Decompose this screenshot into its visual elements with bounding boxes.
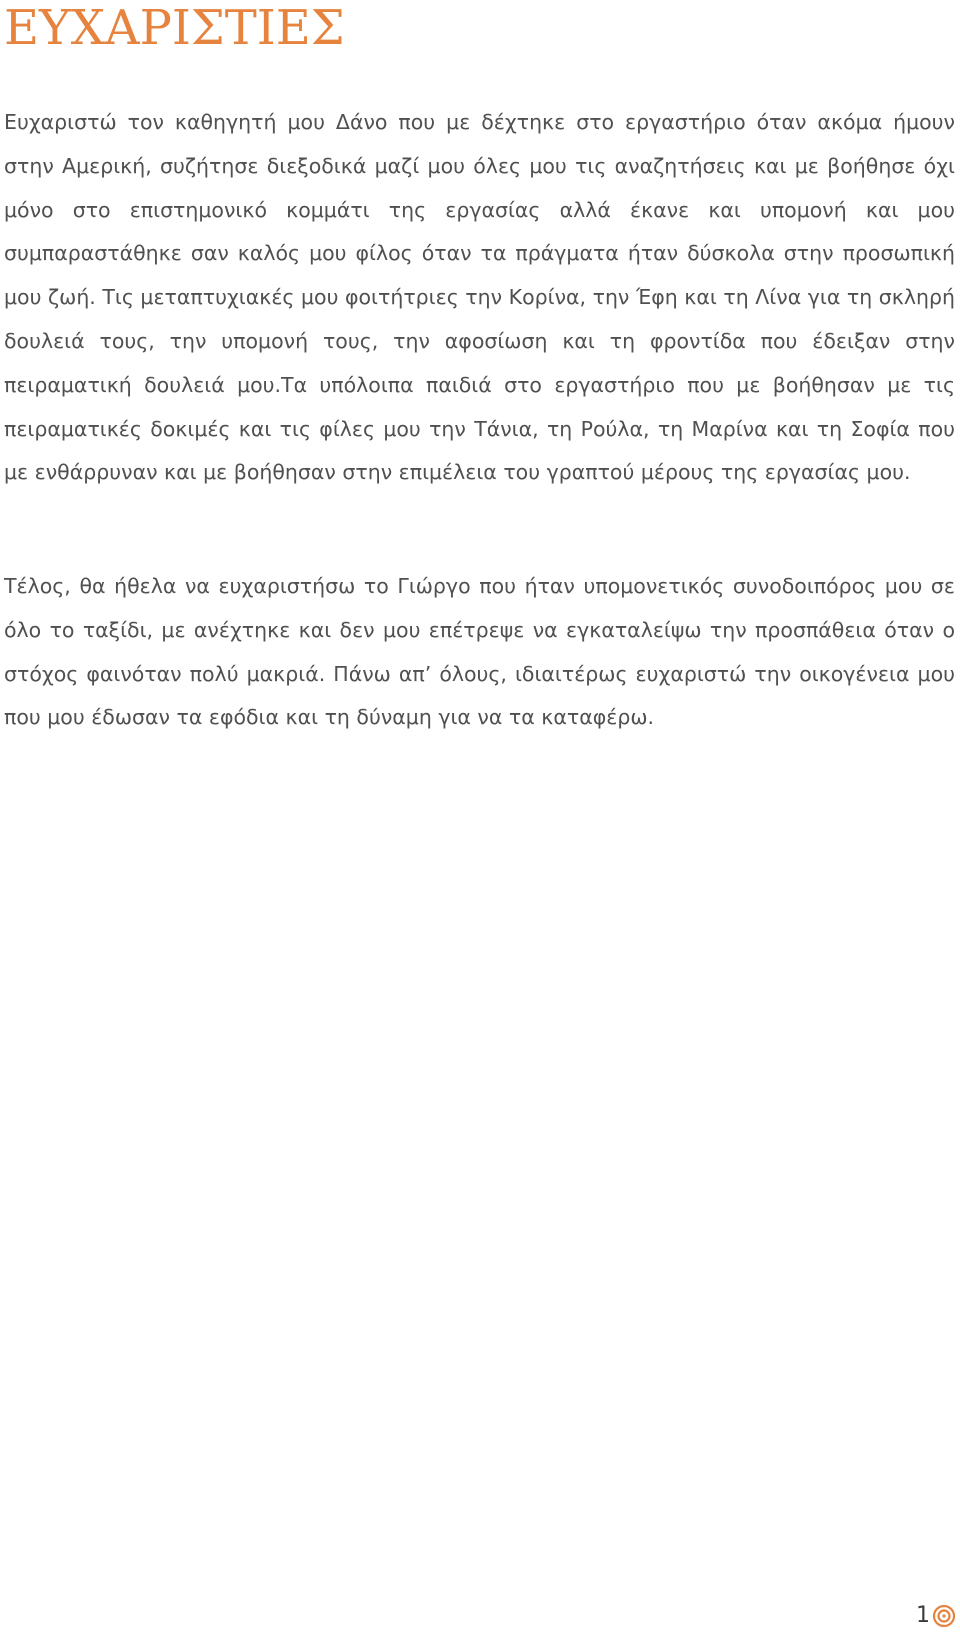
concentric-circles-icon	[932, 1604, 956, 1628]
acknowledgements-paragraph-2: Τέλος, θα ήθελα να ευχαριστήσω το Γιώργο που ήταν υπομονετικός συνοδοιπόρος μου σε όλο το ταξίδι, με ανέχτηκε και δεν μου επέτρεψε να εγκαταλείψω την προσπάθεια όταν ο στόχος φαινόταν πολύ μακριά. Πάνω απ’ όλους, ιδιαιτέρως ευχαριστώ την οικογένεια μου που μου έδωσαν τα εφόδια και τη δύναμη για να τα καταφέρω.	[4, 574, 955, 730]
page-title: ΕΥΧΑΡΙΣΤΙΕΣ	[4, 0, 345, 56]
acknowledgements-paragraph-1: Ευχαριστώ τον καθηγητή μου Δάνο που με δέχτηκε στο εργαστήριο όταν ακόμα ήμουν στην Αμερική, συζήτησε διεξοδικά μαζί μου όλες μου τις αναζητήσεις και με βοήθησε όχι μόνο στο επιστημονικό κομμάτι της εργασίας αλλά έκανε και υπομονή και μου συμπαραστάθηκε σαν καλός μου φίλος όταν τα πράγματα ήταν δύσκολα στην προσωπική μου ζωή. Τις μεταπτυχιακές μου φοιτήτριες την Κορίνα, την Έφη και τη Λίνα για τη σκληρή δουλειά τους, την υπομονή τους, την αφοσίωση και τη φροντίδα που έδειξαν στην πειραματική δουλειά μου.Τα υπόλοιπα παιδιά στο εργαστήριο που με βοήθησαν με τις πειραματικές δοκιμές και τις φίλες μου την Τάνια, τη Ρούλα, τη Μαρίνα και τη Σοφία που με ενθάρρυναν και με βοήθησαν στην επιμέλεια του γραπτού μέρους της εργασίας μου.	[4, 110, 955, 485]
page-number: 1	[916, 1603, 930, 1628]
page-footer	[916, 1602, 956, 1630]
